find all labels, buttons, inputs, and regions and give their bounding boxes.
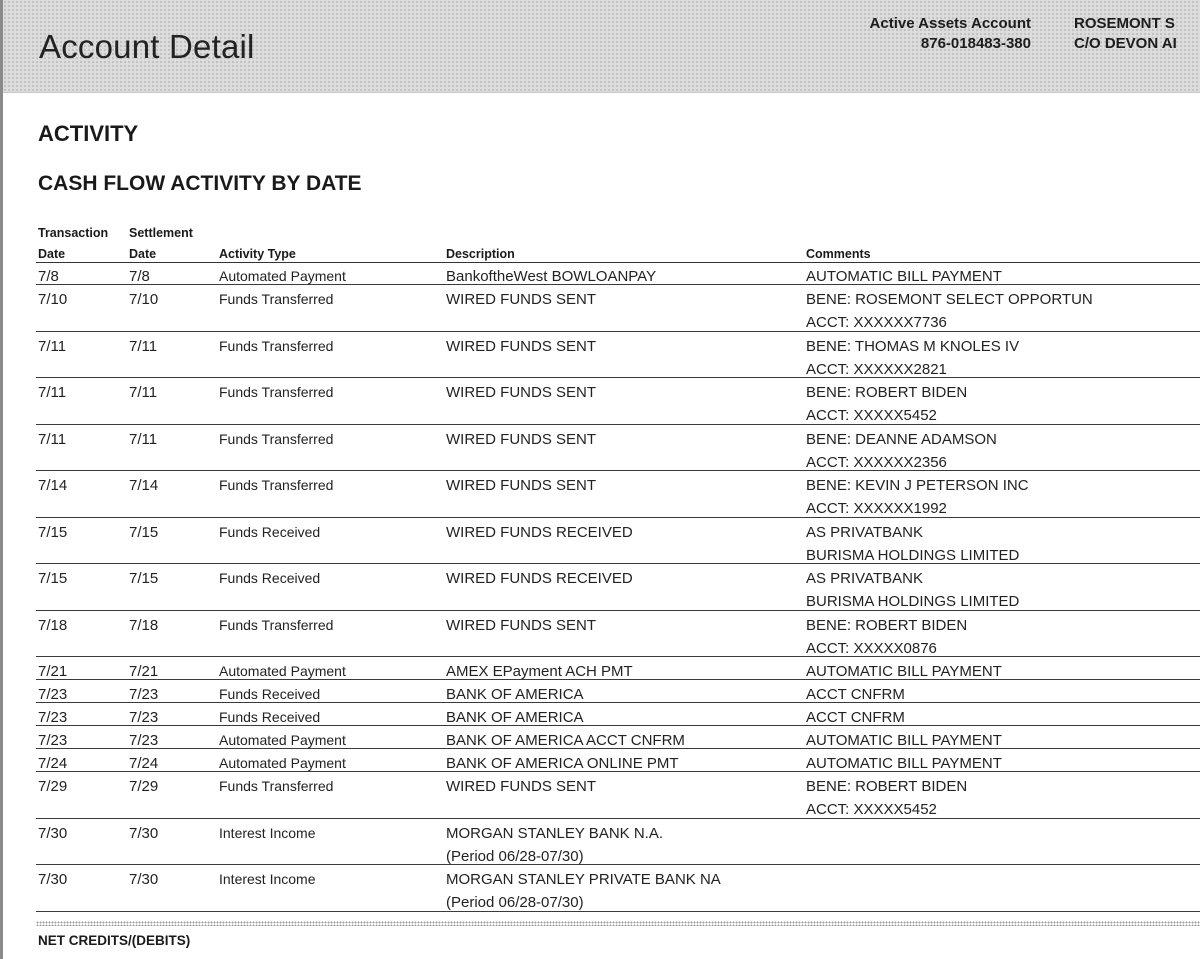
activity-type: Funds Transferred [219, 430, 334, 447]
activity-type: Automated Payment [219, 268, 346, 284]
comment-line: AUTOMATIC BILL PAYMENT [806, 663, 1002, 680]
activity-type: Automated Payment [219, 755, 346, 771]
table-row [36, 262, 1200, 285]
settlement-date: 7/23 [129, 709, 159, 726]
footer-rule [36, 921, 1200, 926]
activity-type: Funds Received [219, 570, 321, 586]
table-row [36, 611, 1200, 658]
subsection-title: CASH FLOW ACTIVITY BY DATE [38, 172, 362, 195]
settlement-date: 7/11 [129, 337, 158, 355]
table-row [36, 749, 1200, 772]
transaction-date: 7/14 [38, 477, 68, 494]
description-line: WIRED FUNDS RECEIVED [446, 523, 633, 541]
settlement-date: 7/10 [129, 291, 159, 308]
description-line: WIRED FUNDS SENT [446, 291, 596, 308]
settlement-date: 7/21 [129, 663, 159, 680]
settlement-date: 7/24 [129, 755, 159, 772]
table-row [36, 657, 1200, 680]
comment-line: AS PRIVATBANK [806, 570, 923, 587]
activity-type: Funds Transferred [219, 477, 334, 493]
account-type: Active Assets Account [869, 15, 1031, 32]
col-settlement-top: Settlement [129, 226, 193, 240]
activity-type: Funds Transferred [219, 337, 334, 354]
description-line: BANK OF AMERICA [446, 709, 584, 726]
col-settlement-date: Date [129, 247, 157, 261]
transaction-date: 7/11 [38, 430, 67, 448]
page-left-border [0, 0, 3, 959]
settlement-date: 7/14 [129, 477, 159, 494]
activity-table [36, 262, 1200, 912]
description-line: WIRED FUNDS SENT [446, 778, 596, 795]
description-line: AMEX EPayment ACH PMT [446, 663, 633, 680]
activity-type: Funds Transferred [219, 291, 334, 307]
comment-line: AUTOMATIC BILL PAYMENT [806, 755, 1002, 772]
comment-line: BENE: THOMAS M KNOLES IV [806, 337, 1020, 355]
settlement-date: 7/11 [129, 384, 158, 401]
description-line: BankoftheWest BOWLOANPAY [446, 268, 657, 285]
col-description: Description [446, 247, 515, 261]
section-title: ACTIVITY [38, 121, 139, 146]
settlement-date: 7/8 [129, 268, 150, 285]
transaction-date: 7/11 [38, 337, 67, 355]
account-number: 876-018483-380 [920, 35, 1031, 52]
table-row [36, 471, 1200, 518]
description-line: MORGAN STANLEY PRIVATE BANK NA [446, 871, 721, 888]
settlement-date: 7/11 [129, 430, 158, 448]
table-row [36, 518, 1200, 565]
activity-type: Funds Received [219, 709, 321, 725]
table-row [36, 332, 1200, 379]
table-row [36, 772, 1200, 819]
comment-line: AUTOMATIC BILL PAYMENT [806, 268, 1002, 285]
transaction-date: 7/15 [38, 570, 68, 587]
settlement-date: 7/30 [129, 824, 159, 842]
activity-type: Automated Payment [219, 732, 346, 748]
net-credits-label: NET CREDITS/(DEBITS) [38, 933, 191, 948]
col-transaction-date: Date [38, 247, 66, 261]
page-title: Account Detail [39, 28, 255, 65]
transaction-date: 7/29 [38, 778, 68, 795]
comment-line: ACCT CNFRM [806, 709, 905, 726]
activity-type: Interest Income [219, 824, 316, 841]
description-line: (Period 06/28-07/30) [446, 894, 584, 911]
comment-line: BENE: ROSEMONT SELECT OPPORTUN [806, 291, 1093, 308]
comment-line: BENE: KEVIN J PETERSON INC [806, 477, 1029, 494]
client-info [1074, 14, 1200, 54]
comment-line: ACCT: XXXXXX1992 [806, 500, 947, 517]
settlement-date: 7/15 [129, 523, 159, 541]
description-line: WIRED FUNDS SENT [446, 616, 596, 634]
description-line: WIRED FUNDS SENT [446, 477, 596, 494]
col-transaction-top: Transaction [38, 226, 109, 240]
comment-line: ACCT: XXXXX5452 [806, 407, 937, 424]
comment-line: BENE: DEANNE ADAMSON [806, 430, 997, 448]
table-row [36, 819, 1200, 866]
description-line: BANK OF AMERICA ACCT CNFRM [446, 732, 685, 749]
transaction-date: 7/11 [38, 384, 67, 401]
table-row [36, 564, 1200, 611]
comment-line: ACCT: XXXXXX7736 [806, 314, 947, 331]
activity-type: Funds Transferred [219, 778, 334, 794]
comment-line: BENE: ROBERT BIDEN [806, 384, 968, 401]
activity-type: Automated Payment [219, 663, 346, 679]
comment-line: AS PRIVATBANK [806, 523, 923, 541]
settlement-date: 7/23 [129, 732, 159, 749]
statement-header [3, 0, 1200, 93]
description-line: WIRED FUNDS SENT [446, 384, 596, 401]
description-line: WIRED FUNDS SENT [446, 337, 596, 355]
comment-line: BENE: ROBERT BIDEN [806, 616, 968, 634]
comment-line: BURISMA HOLDINGS LIMITED [806, 593, 1020, 610]
table-row [36, 285, 1200, 332]
activity-type: Funds Transferred [219, 384, 334, 400]
table-row [36, 378, 1200, 425]
comment-line: BURISMA HOLDINGS LIMITED [806, 546, 1020, 564]
transaction-date: 7/8 [38, 268, 59, 285]
col-comments: Comments [806, 247, 871, 261]
settlement-date: 7/15 [129, 570, 159, 587]
table-row [36, 726, 1200, 749]
transaction-date: 7/10 [38, 291, 68, 308]
settlement-date: 7/29 [129, 778, 159, 795]
transaction-date: 7/30 [38, 871, 68, 888]
comment-line: ACCT: XXXXXX2821 [806, 360, 947, 378]
comment-line: AUTOMATIC BILL PAYMENT [806, 732, 1002, 749]
settlement-date: 7/23 [129, 686, 159, 703]
transaction-date: 7/18 [38, 616, 68, 634]
client-name: ROSEMONT S [1074, 15, 1175, 32]
transaction-date: 7/21 [38, 663, 68, 680]
comment-line: ACCT CNFRM [806, 686, 905, 703]
transaction-date: 7/15 [38, 523, 68, 541]
activity-type: Funds Received [219, 523, 321, 540]
transaction-date: 7/23 [38, 686, 68, 703]
transaction-date: 7/30 [38, 824, 68, 842]
description-line: MORGAN STANLEY BANK N.A. [446, 824, 663, 842]
transaction-date: 7/24 [38, 755, 68, 772]
description-line: WIRED FUNDS RECEIVED [446, 570, 633, 587]
comment-line: ACCT: XXXXX5452 [806, 801, 937, 818]
description-line: BANK OF AMERICA [446, 686, 584, 703]
table-row [36, 425, 1200, 472]
description-line: (Period 06/28-07/30) [446, 847, 584, 865]
table-row [36, 865, 1200, 912]
comment-line: BENE: ROBERT BIDEN [806, 778, 968, 795]
activity-type: Funds Transferred [219, 616, 334, 633]
client-care-of: C/O DEVON AI [1074, 35, 1177, 52]
activity-type: Funds Received [219, 686, 321, 702]
table-row [36, 703, 1200, 726]
description-line: WIRED FUNDS SENT [446, 430, 596, 448]
table-row [36, 680, 1200, 703]
transaction-date: 7/23 [38, 709, 68, 726]
col-activity-type: Activity Type [219, 247, 296, 261]
activity-type: Interest Income [219, 871, 316, 887]
description-line: BANK OF AMERICA ONLINE PMT [446, 755, 679, 772]
account-info [793, 14, 1031, 54]
settlement-date: 7/30 [129, 871, 159, 888]
settlement-date: 7/18 [129, 616, 159, 634]
transaction-date: 7/23 [38, 732, 68, 749]
comment-line: ACCT: XXXXXX2356 [806, 453, 947, 471]
comment-line: ACCT: XXXXX0876 [806, 639, 937, 657]
